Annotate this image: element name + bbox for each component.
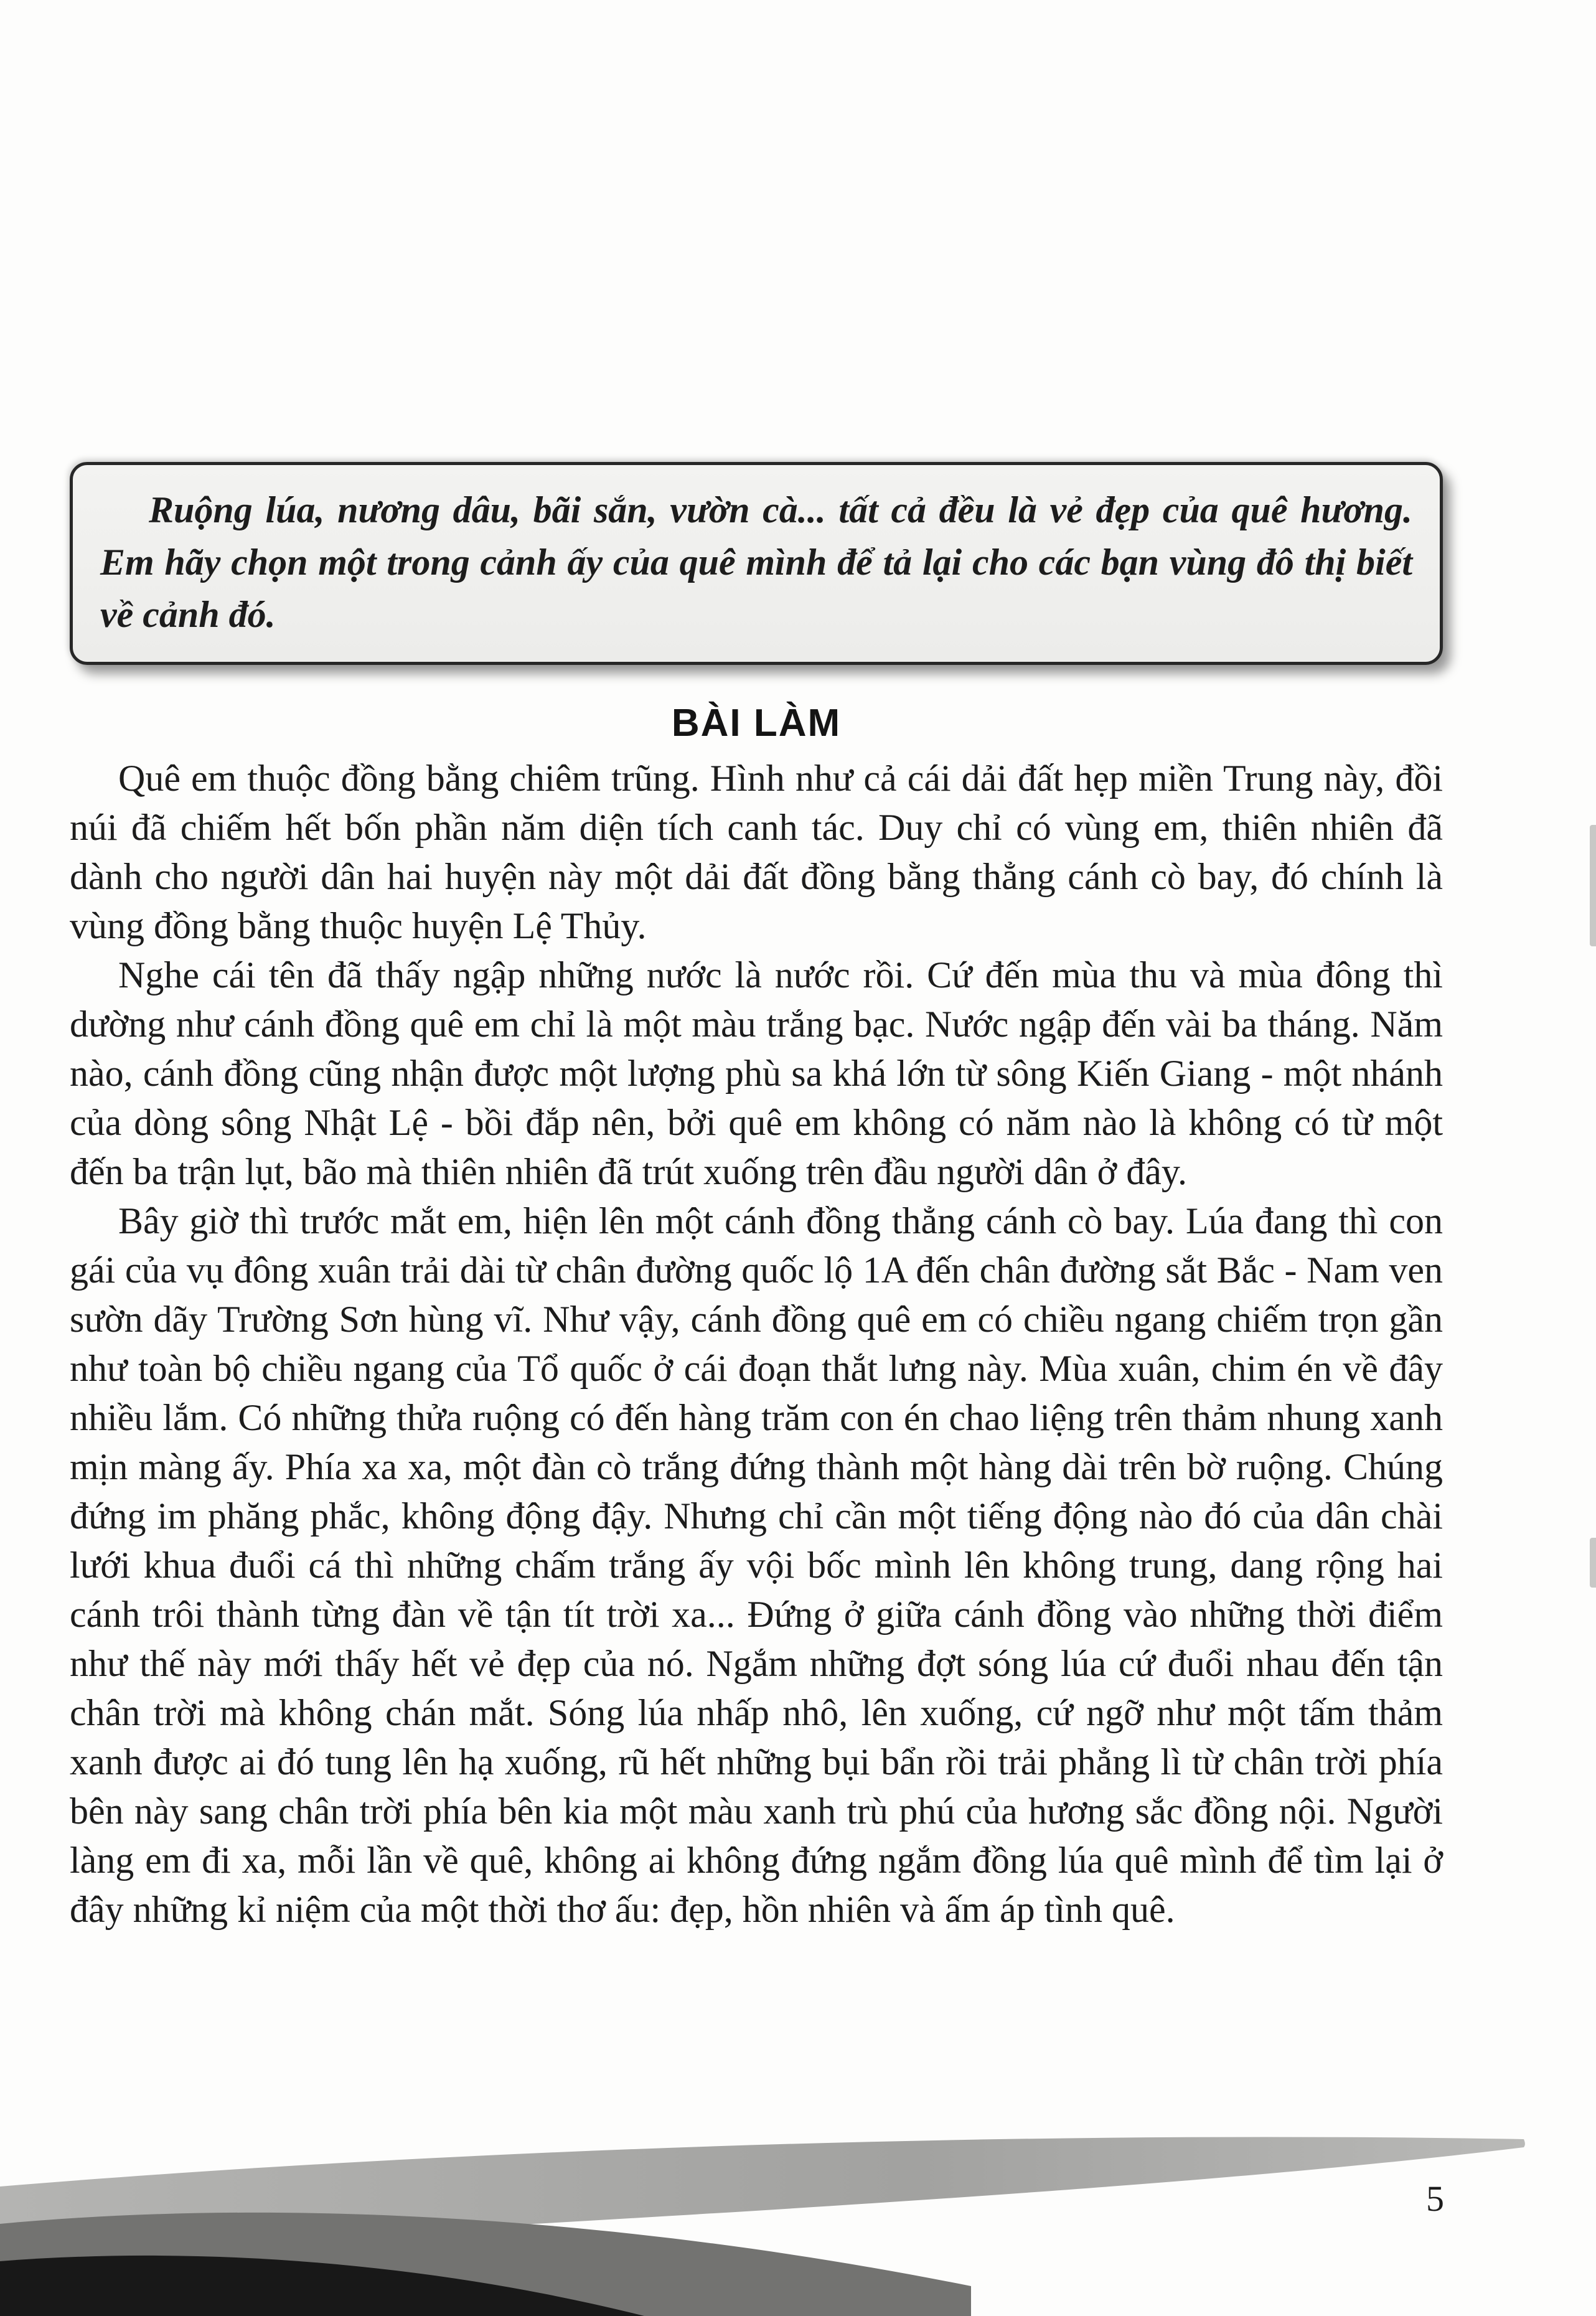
scan-edge-artifact <box>1590 825 1596 946</box>
essay-prompt-text: Ruộng lúa, nương dâu, bãi sắn, vườn cà... tất cả đều là vẻ đẹp của quê hương. Em hãy chọn một trong cảnh ấy của quê mình để tả lại cho các bạn vùng đô thị biết về cảnh đó. <box>100 489 1412 635</box>
essay-paragraph: Quê em thuộc đồng bằng chiêm trũng. Hình như cả cái dải đất hẹp miền Trung này, đồi núi đã chiếm hết bốn phần năm diện tích canh tác. Duy chỉ có vùng em, thiên nhiên đã dành cho người dân hai huyện này một dải đất đồng bằng thẳng cánh cò bay, đó chính là vùng đồng bằng thuộc huyện Lệ Thủy. <box>70 758 1443 946</box>
essay-paragraph: Bây giờ thì trước mắt em, hiện lên một cánh đồng thẳng cánh cò bay. Lúa đang thì con gái của vụ đông xuân trải dài từ chân đường quốc lộ 1A đến chân đường sắt Bắc - Nam ven sườn dãy Trường Sơn hùng vĩ. Như vậy, cánh đồng quê em có chiều ngang chiếm trọn gần như toàn bộ chiều ngang của Tổ quốc ở cái đoạn thắt lưng này. Mùa xuân, chim én về đây nhiều lắm. Có những thửa ruộng có đến hàng trăm con én chao liệng trên thảm nhung xanh mịn màng ấy. Phía xa xa, một đàn cò trắng đứng thành một hàng dài trên bờ ruộng. Chúng đứng im phăng phắc, không động đậy. Nhưng chỉ cần một tiếng động nào đó của dân chài lưới khua đuổi cá thì những chấm trắng ấy vội bốc mình lên không trung, dang rộng hai cánh trôi thành từng đàn về tận tít trời xa... Đứng ở giữa cánh đồng vào những thời điểm như thế này mới thấy hết vẻ đẹp của nó. Ngắm những đợt sóng lúa cứ đuổi nhau đến tận chân trời mà không chán mắt. Sóng lúa nhấp nhô, lên xuống, cứ ngỡ như một tấm thảm xanh được ai đó tung lên hạ xuống, rũ hết những bụi bẩn rồi trải phẳng lì từ chân trời phía bên này sang chân trời phía bên kia một màu xanh trù phú của hương sắc đồng nội. Người làng em đi xa, mỗi lần về quê, không ai không đứng ngắm đồng lúa quê mình để tìm lại ở đây những kỉ niệm của một thời thơ ấu: đẹp, hồn nhiên và ấm áp tình quê. <box>70 1200 1443 1930</box>
page-content <box>70 0 1443 1934</box>
essay-body <box>70 754 1443 1934</box>
essay-paragraph: Nghe cái tên đã thấy ngập những nước là nước rồi. Cứ đến mùa thu và mùa đông thì dường như cánh đồng quê em chỉ là một màu trắng bạc. Nước ngập đến vài ba tháng. Năm nào, cánh đồng cũng nhận được một lượng phù sa khá lớn từ sông Kiến Giang - một nhánh của dòng sông Nhật Lệ - bồi đắp nên, bởi quê em không có năm nào là không có từ một đến ba trận lụt, bão mà thiên nhiên đã trút xuống trên đầu người dân ở đây. <box>70 954 1443 1192</box>
page-number: 5 <box>1426 2178 1444 2219</box>
scan-edge-artifact <box>1590 1538 1596 1588</box>
essay-prompt-box <box>70 462 1443 665</box>
essay-heading: BÀI LÀM <box>671 702 842 745</box>
bottom-swoosh-decoration <box>0 2129 1596 2316</box>
